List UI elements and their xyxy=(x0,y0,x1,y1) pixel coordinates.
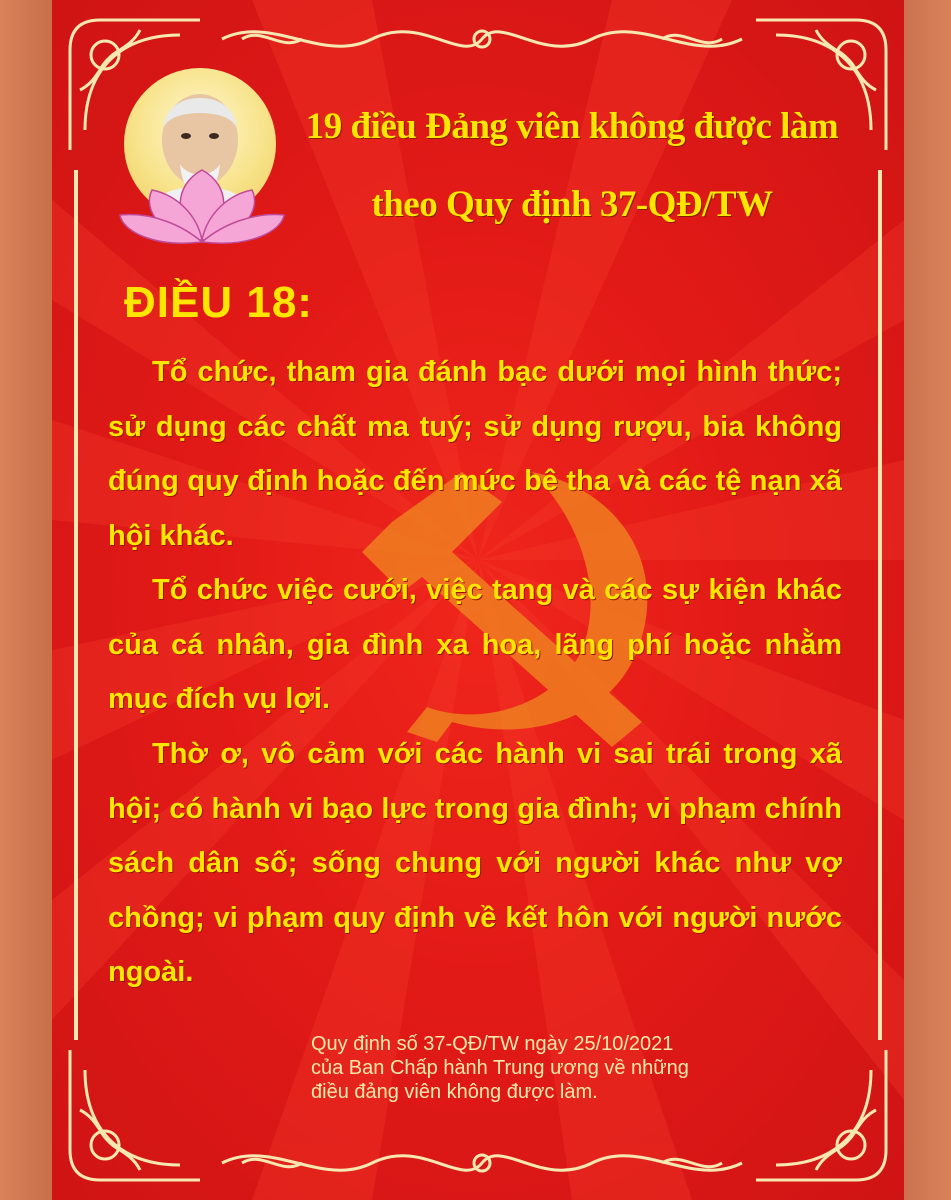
footer-note xyxy=(311,1032,831,1104)
paragraph-text: Tổ chức, tham gia đánh bạc dưới mọi hình thức; sử dụng các chất ma tuý; sử dụng rượu, bia không đúng quy định hoặc đến mức bê tha và các tệ nạn xã hội khác. xyxy=(108,356,842,552)
paragraph-text: Thờ ơ, vô cảm với các hành vi sai trái trong xã hội; có hành vi bạo lực trong gia đình; vi phạm chính sách dân số; sống chung với người khác như vợ chồng; vi phạm quy định về kết hôn với người nước ngoài. xyxy=(108,738,842,988)
bottom-ornament xyxy=(212,1138,752,1188)
poster-title-line1: 19 điều Đảng viên không được làm xyxy=(305,106,839,147)
paragraph-2 xyxy=(108,563,842,727)
footer-line2: của Ban Chấp hành Trung ương về những xyxy=(311,1057,689,1079)
article-heading: ĐIỀU 18: xyxy=(124,278,313,327)
paragraph-text: Tổ chức việc cưới, việc tang và các sự kiện khác của cá nhân, gia đình xa hoa, lãng phí hoặc nhằm mục đích vụ lợi. xyxy=(108,574,842,715)
frame-left-line xyxy=(74,170,78,1040)
frame-right-line xyxy=(878,170,882,1040)
lotus-icon xyxy=(112,160,292,250)
top-ornament xyxy=(212,14,752,64)
footer-line3: điều đảng viên không được làm. xyxy=(311,1081,598,1103)
paragraph-1 xyxy=(108,345,842,563)
poster-title-line2: theo Quy định 37-QĐ/TW xyxy=(371,184,773,225)
footer-line1: Quy định số 37-QĐ/TW ngày 25/10/2021 xyxy=(311,1033,674,1055)
poster xyxy=(52,0,904,1200)
paragraph-3 xyxy=(108,727,842,1000)
ornament-corner-icon xyxy=(60,1040,210,1190)
